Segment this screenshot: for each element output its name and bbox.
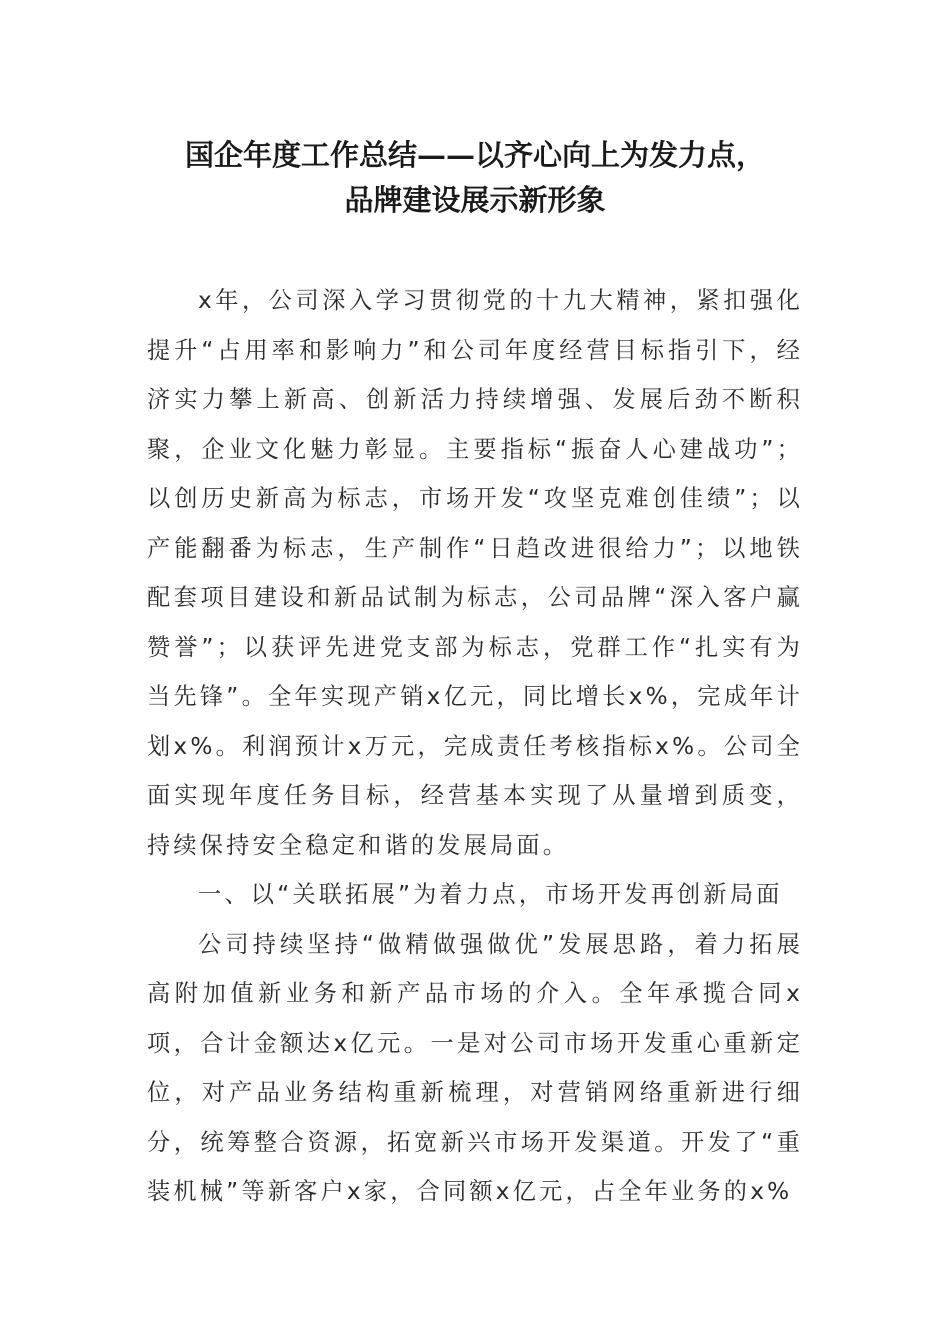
document-body [147,276,803,1217]
document-title-line-1: 国企年度工作总结——以齐心向上为发力点， [184,138,765,172]
document-title-line-2: 品牌建设展示新形象 [344,183,606,217]
paragraph-intro: x年，公司深入学习贯彻党的十九大精神，紧扣强化提升“占用率和影响力”和公司年度经营目标指引下，经济实力攀上新高、创新活力持续增强、发展后劲不断积聚，企业文化魅力彰显。主要指标“振奋人心建战功”；以创历史新高为标志，市场开发“攻坚克难创佳绩”；以产能翻番为标志，生产制作“日趋改进很给力”；以地铁配套项目建设和新品试制为标志，公司品牌“深入客户赢赞誉”；以获评先进党支部为标志，党群工作“扎实有为当先锋”。全年实现产销x亿元，同比增长x%，完成年计划x%。利润预计x万元，完成责任考核指标x%。公司全面实现年度任务目标，经营基本实现了从量增到质变，持续保持安全稳定和谐的发展局面。 [147,287,803,859]
paragraph-section-1: 公司持续坚持“做精做强做优”发展思路，着力拓展高附加值新业务和新产品市场的介入。全年承揽合同x项，合计金额达x亿元。一是对公司市场开发重心重新定位，对产品业务结构重新梳理，对营销网络重新进行细分，统筹整合资源，拓宽新兴市场开发渠道。开发了“重装机械”等新客户x家，合同额x亿元，占全年业务的x% [147,930,803,1205]
section-heading-1: 一、以“关联拓展”为着力点，市场开发再创新局面 [198,881,783,908]
